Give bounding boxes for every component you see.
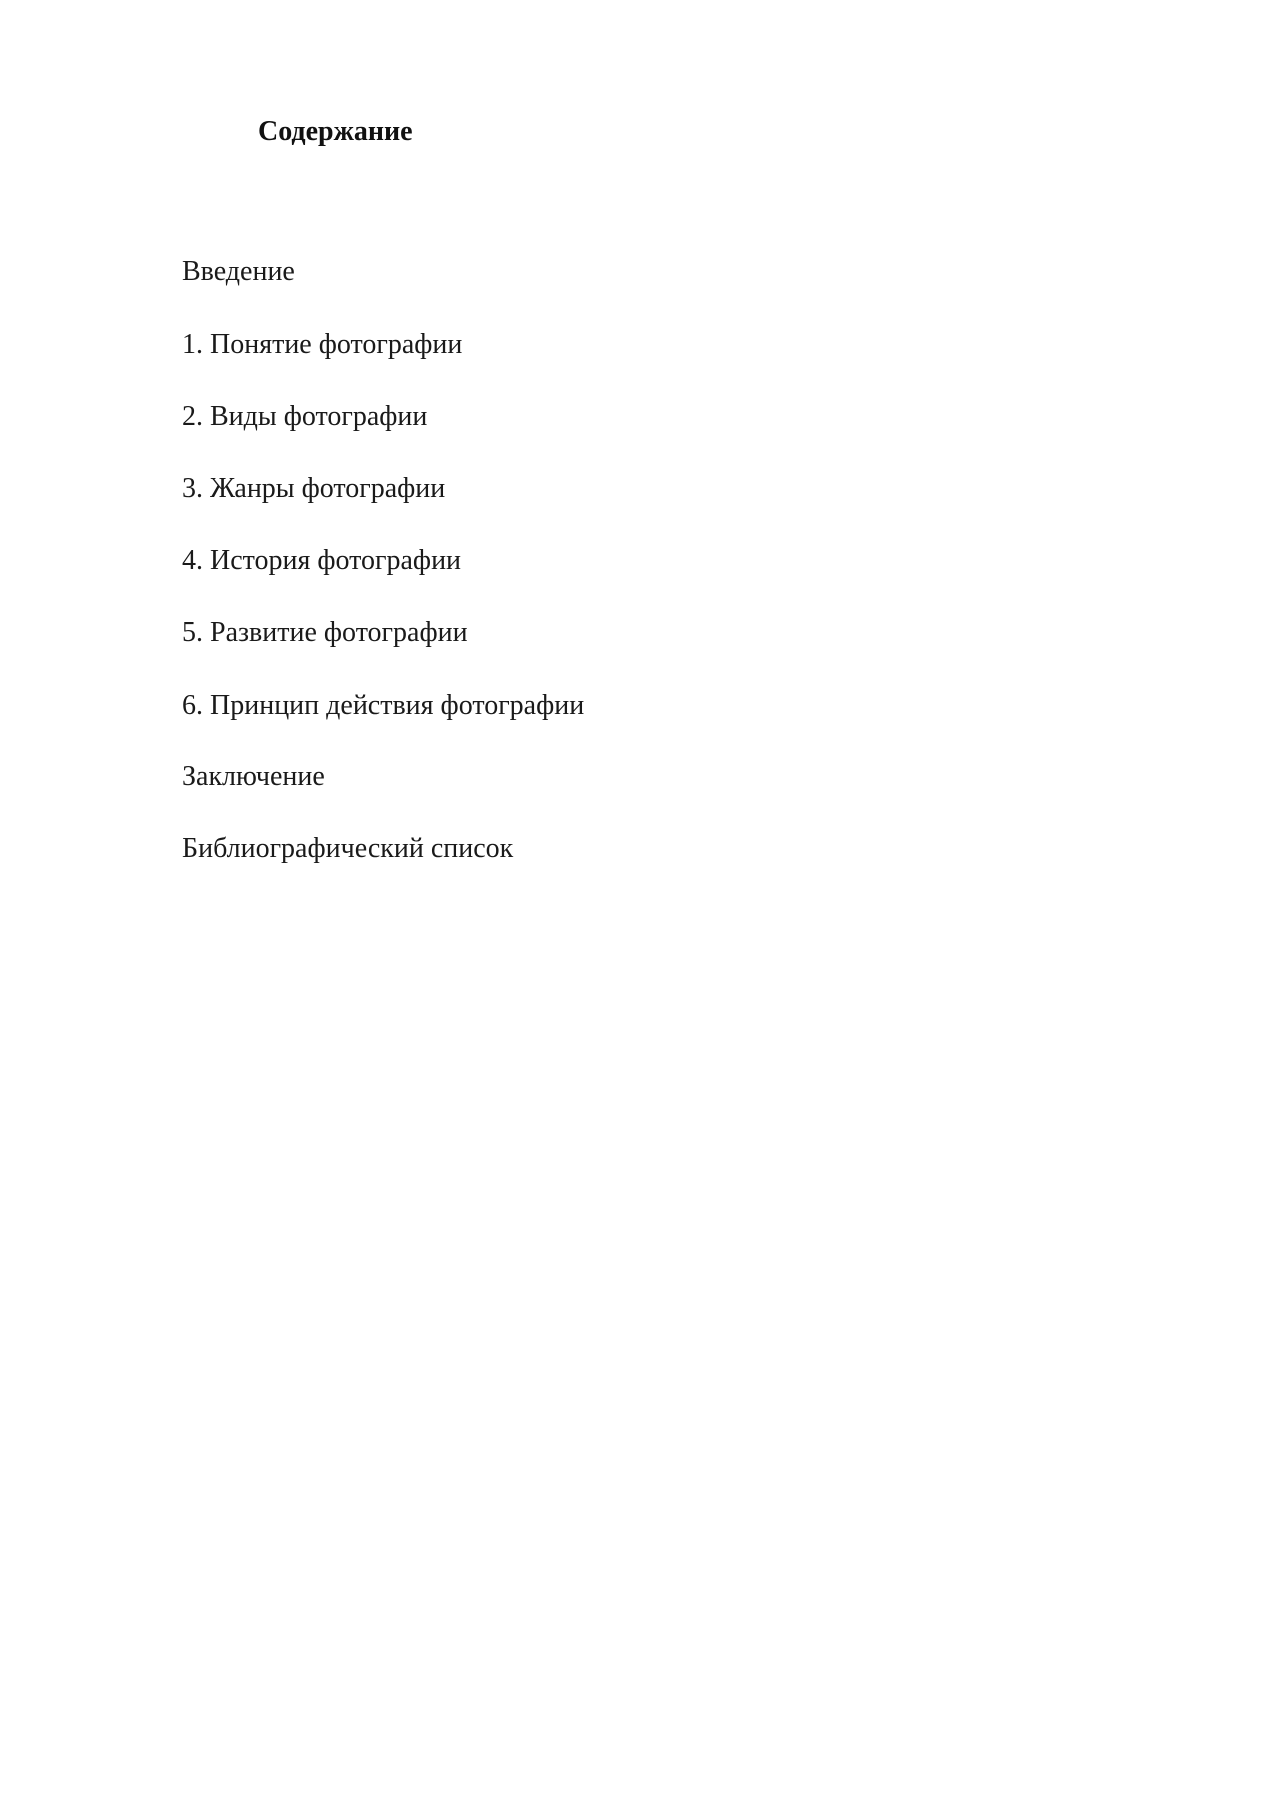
toc-item-types: 2. Виды фотографии	[182, 401, 428, 432]
toc-item-history: 4. История фотографии	[182, 545, 462, 576]
toc-item-introduction: Введение	[182, 256, 295, 287]
toc-item-concept: 1. Понятие фотографии	[182, 329, 463, 360]
toc-item-genres: 3. Жанры фотографии	[182, 473, 446, 504]
toc-title: Содержание	[258, 116, 413, 147]
toc-item-bibliography: Библиографический список	[182, 833, 514, 864]
toc-item-principle: 6. Принцип действия фотографии	[182, 690, 585, 721]
toc-item-conclusion: Заключение	[182, 761, 325, 792]
toc-item-development: 5. Развитие фотографии	[182, 617, 468, 648]
